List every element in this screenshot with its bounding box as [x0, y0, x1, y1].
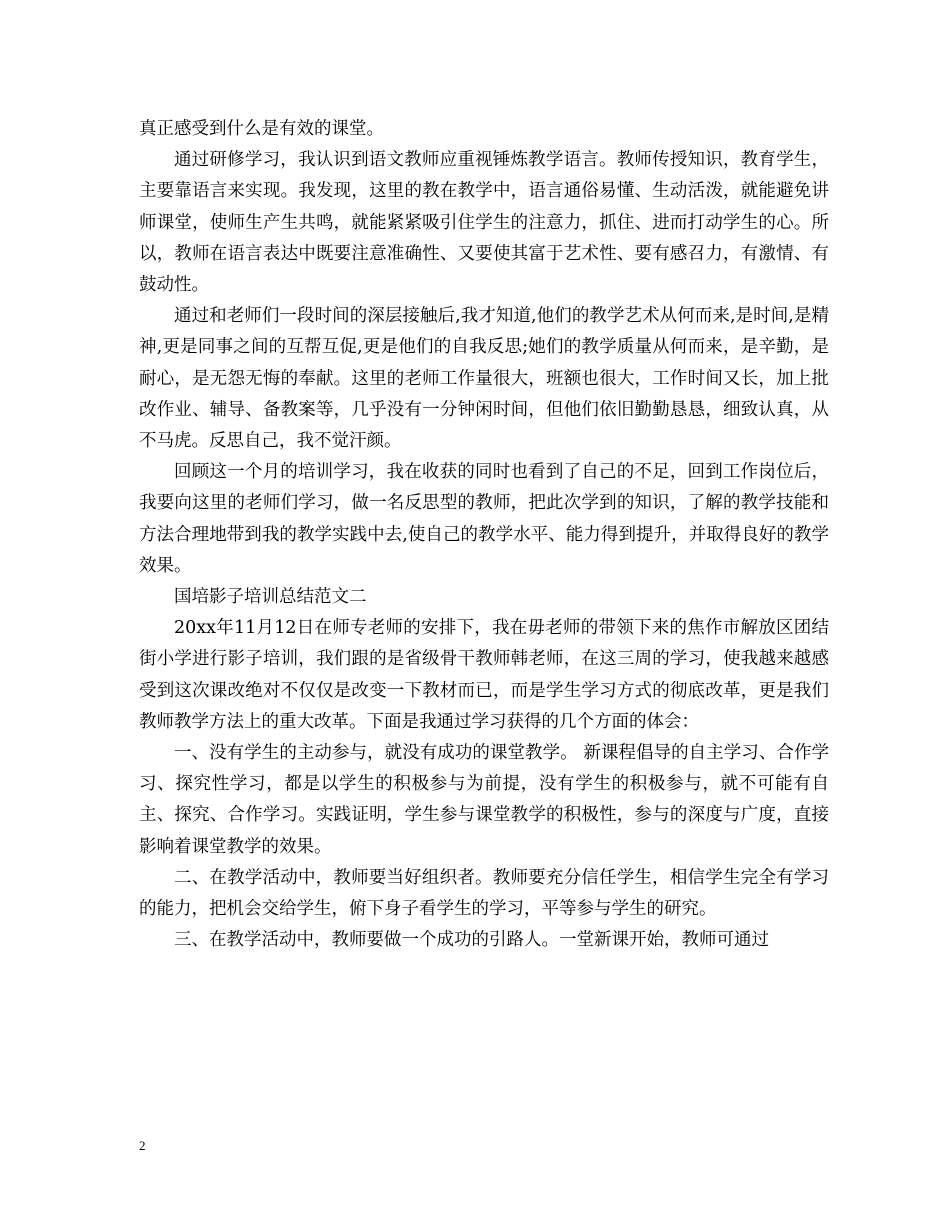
page-number: 2: [139, 1138, 146, 1153]
paragraph-8: 二、在教学活动中，教师要当好组织者。教师要充分信任学生，相信学生完全有学习的能力，把机会交给学生，俯下身子看学生的学习，平等参与学生的研究。: [139, 867, 829, 920]
document-body: [139, 114, 829, 956]
paragraph-4: 回顾这一个月的培训学习，我在收获的同时也看到了自己的不足，回到工作岗位后，我要向这里的老师们学习，做一名反思型的教师，把此次学到的知识，了解的教学技能和方法合理地带到我的教学实践中去,使自己的教学水平、能力得到提升，并取得良好的教学效果。: [139, 462, 829, 576]
section-heading: 国培影子培训总结范文二: [174, 587, 367, 608]
paragraph-2: 通过研修学习，我认识到语文教师应重视锤炼教学语言。教师传授知识，教育学生，主要靠语言来实现。我发现，这里的教在教学中，语言通俗易懂、生动活泼，就能避免讲师课堂，使师生产生共鸣，就能紧紧吸引住学生的注意力，抓住、进而打动学生的心。所以，教师在语言表达中既要注意准确性、又要使其富于艺术性、要有感召力，有激情、有鼓动性。: [139, 150, 829, 296]
paragraph-7: 一、没有学生的主动参与，就没有成功的课堂教学。 新课程倡导的自主学习、合作学习、探究性学习，都是以学生的积极参与为前提，没有学生的积极参与，就不可能有自主、探究、合作学习。实践证明，学生参与课堂教学的积极性，参与的深度与广度，直接影响着课堂教学的效果。: [139, 743, 829, 857]
paragraph-3: 通过和老师们一段时间的深层接触后,我才知道,他们的教学艺术从何而来,是时间,是精神,更是同事之间的互帮互促,更是他们的自我反思;她们的教学质量从何而来，是辛勤，是耐心，是无怨无悔的奉献。这里的老师工作量很大，班额也很大，工作时间又长，加上批改作业、辅导、备教案等，几乎没有一分钟闲时间，但他们依旧勤勤恳恳，细致认真，从不马虎。反思自己，我不觉汗颜。: [139, 306, 829, 452]
paragraph-9: 三、在教学活动中，教师要做一个成功的引路人。一堂新课开始，教师可通过: [174, 930, 769, 951]
paragraph-6: 20xx年11月12日在师专老师的安排下，我在毋老师的带领下来的焦作市解放区团结街小学进行影子培训，我们跟的是省级骨干教师韩老师，在这三周的学习，使我越来越感受到这次课改绝对不仅仅是改变一下教材而已，而是学生学习方式的彻底改革，更是我们教师教学方法上的重大改革。下面是我通过学习获得的几个方面的体会：: [139, 618, 829, 732]
paragraph-1: 真正感受到什么是有效的课堂。: [139, 119, 384, 139]
